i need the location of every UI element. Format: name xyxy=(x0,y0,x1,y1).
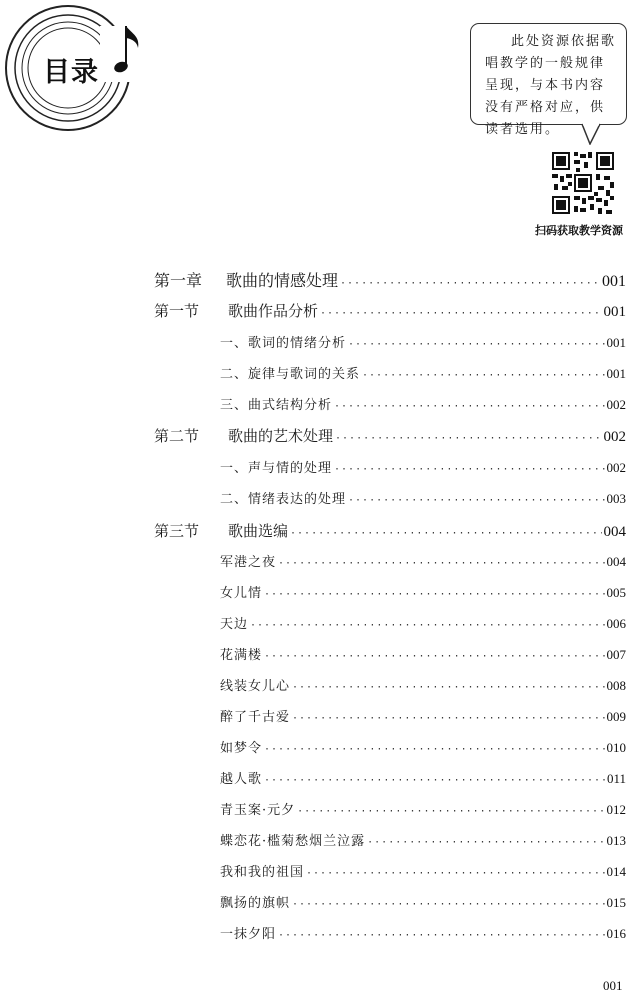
section-label: 第一节 xyxy=(154,302,200,320)
toc-song-row[interactable] xyxy=(220,923,626,942)
dot-leader xyxy=(278,558,604,569)
entry-page: 001 xyxy=(606,335,626,350)
toc-entry-row[interactable] xyxy=(220,363,626,382)
song-page: 014 xyxy=(606,864,626,879)
song-page: 007 xyxy=(606,647,626,662)
song-title: 我和我的祖国 xyxy=(220,865,305,880)
song-page: 015 xyxy=(606,895,626,910)
toc-song-row[interactable] xyxy=(220,613,626,632)
song-title: 天边 xyxy=(220,617,249,632)
dot-leader xyxy=(348,495,604,506)
song-page: 016 xyxy=(606,926,626,941)
dot-leader xyxy=(292,682,604,693)
section-title: 歌曲作品分析 xyxy=(228,302,319,320)
dot-leader xyxy=(264,589,604,600)
entry-title: 二、旋律与歌词的关系 xyxy=(220,367,361,382)
section-label: 第三节 xyxy=(154,522,200,540)
entry-page: 002 xyxy=(606,460,626,475)
song-title: 女儿情 xyxy=(220,586,263,601)
toc-entry-row[interactable] xyxy=(220,332,626,351)
song-title: 醉了千古爱 xyxy=(220,710,291,725)
dot-leader xyxy=(362,370,604,381)
toc-song-row[interactable] xyxy=(220,582,626,601)
page-title: 目录 xyxy=(43,57,99,88)
song-page: 009 xyxy=(606,709,626,724)
chapter-label: 第一章 xyxy=(154,271,203,290)
toc-song-row[interactable] xyxy=(220,830,626,849)
song-title: 青玉案·元夕 xyxy=(220,803,296,818)
song-page: 010 xyxy=(606,740,626,755)
dot-leader xyxy=(334,401,604,412)
toc-song-row[interactable] xyxy=(220,768,626,787)
dot-leader xyxy=(264,775,605,786)
entry-page: 003 xyxy=(606,491,626,506)
entry-page: 001 xyxy=(606,366,626,381)
dot-leader xyxy=(334,464,604,475)
chapter-title: 歌曲的情感处理 xyxy=(226,271,339,290)
dot-leader xyxy=(297,806,604,817)
toc-entry-row[interactable] xyxy=(220,394,626,413)
song-page: 004 xyxy=(606,554,626,569)
dot-leader xyxy=(290,528,601,539)
toc-section-row[interactable] xyxy=(154,425,626,446)
qr-code-label: 扫码获取教学资源 xyxy=(535,224,623,237)
toc-section-row[interactable] xyxy=(154,520,626,541)
toc-song-row[interactable] xyxy=(220,892,626,911)
song-title: 线装女儿心 xyxy=(220,679,291,694)
dot-leader xyxy=(340,278,600,289)
song-page: 005 xyxy=(606,585,626,600)
song-title: 如梦令 xyxy=(220,741,263,756)
dot-leader xyxy=(264,651,604,662)
song-title: 军港之夜 xyxy=(220,555,277,570)
song-title: 花满楼 xyxy=(220,648,263,663)
dot-leader xyxy=(250,620,604,631)
song-title: 越人歌 xyxy=(220,772,263,787)
song-title: 飘扬的旗帜 xyxy=(220,896,291,911)
song-page: 008 xyxy=(606,678,626,693)
entry-title: 二、情绪表达的处理 xyxy=(220,492,347,507)
section-page: 002 xyxy=(603,429,626,445)
toc-song-row[interactable] xyxy=(220,706,626,725)
toc-song-row[interactable] xyxy=(220,799,626,818)
song-page: 012 xyxy=(606,802,626,817)
toc-entry-row[interactable] xyxy=(220,488,626,507)
dot-leader xyxy=(306,868,604,879)
entry-title: 一、声与情的处理 xyxy=(220,461,333,476)
section-title: 歌曲选编 xyxy=(228,522,289,540)
section-label: 第二节 xyxy=(154,427,200,445)
page-number: 001 xyxy=(603,978,623,993)
dot-leader xyxy=(367,837,604,848)
entry-page: 002 xyxy=(606,397,626,412)
toc-song-row[interactable] xyxy=(220,551,626,570)
dot-leader xyxy=(320,308,601,319)
song-title: 蝶恋花·槛菊愁烟兰泣露 xyxy=(220,834,366,849)
chapter-page: 001 xyxy=(602,273,626,290)
song-title: 一抹夕阳 xyxy=(220,927,277,942)
toc-chapter-row[interactable] xyxy=(154,268,626,291)
dot-leader xyxy=(292,713,604,724)
section-page: 001 xyxy=(603,304,626,320)
section-page: 004 xyxy=(603,524,626,540)
dot-leader xyxy=(278,930,604,941)
dot-leader xyxy=(264,744,604,755)
dot-leader xyxy=(335,433,601,444)
entry-title: 一、歌词的情绪分析 xyxy=(220,336,347,351)
section-title: 歌曲的艺术处理 xyxy=(228,427,334,445)
dot-leader xyxy=(292,899,604,910)
toc-song-row[interactable] xyxy=(220,644,626,663)
toc-entry-row[interactable] xyxy=(220,457,626,476)
toc-song-row[interactable] xyxy=(220,737,626,756)
resource-note: 此处资源依据歌唱教学的一般规律呈现，与本书内容没有严格对应，供读者选用。 xyxy=(470,23,627,125)
song-page: 011 xyxy=(606,771,626,786)
entry-title: 三、曲式结构分析 xyxy=(220,398,333,413)
song-page: 013 xyxy=(606,833,626,848)
toc-song-row[interactable] xyxy=(220,861,626,880)
dot-leader xyxy=(348,339,604,350)
toc-song-row[interactable] xyxy=(220,675,626,694)
song-page: 006 xyxy=(606,616,626,631)
toc-section-row[interactable] xyxy=(154,300,626,321)
